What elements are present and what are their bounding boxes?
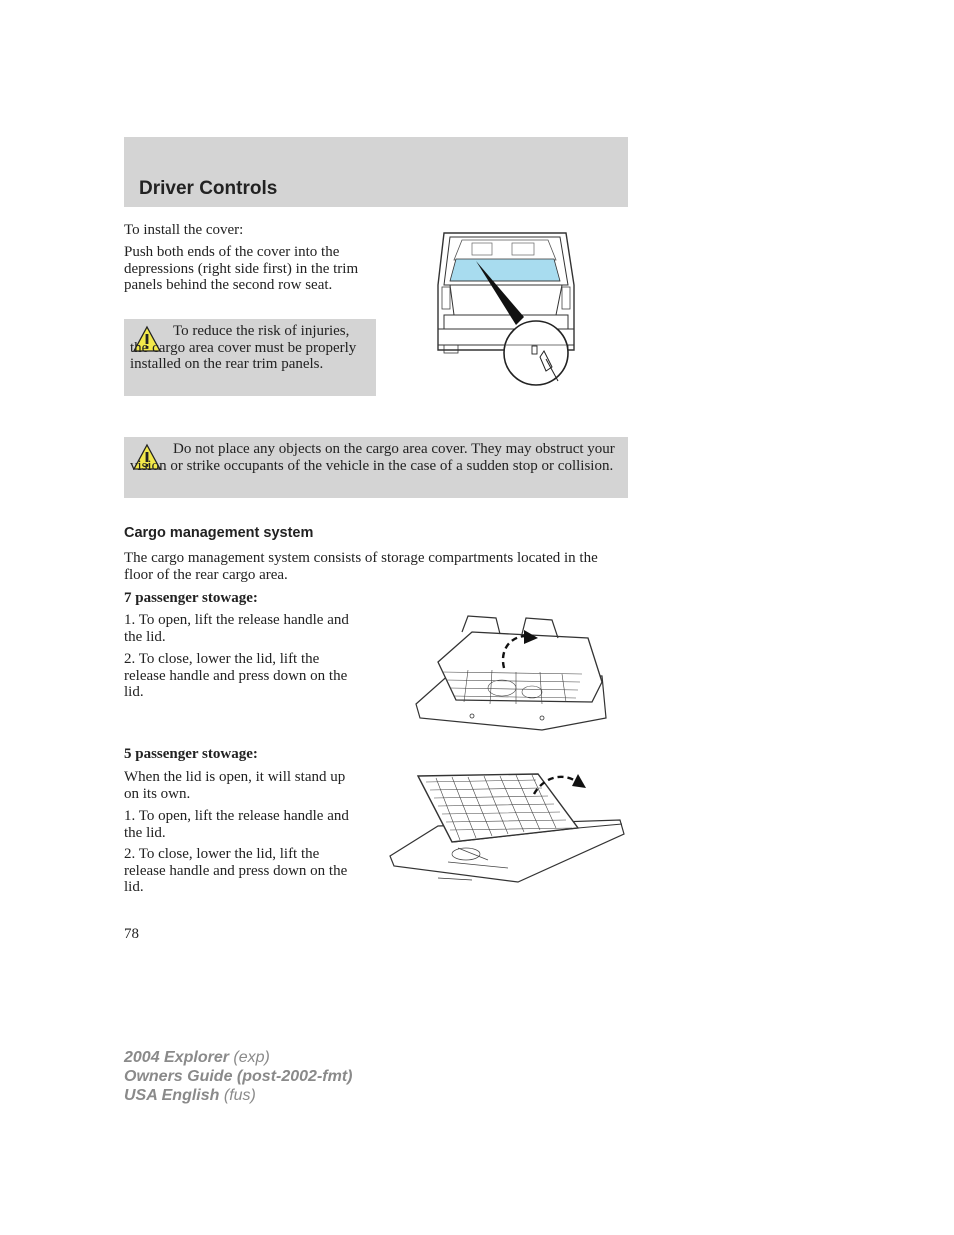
section-heading: Cargo management system [124, 525, 314, 541]
footer-line-3 [124, 1086, 256, 1105]
stowage-5-heading: 5 passenger stowage: [124, 746, 258, 762]
stowage-7-step-1: 1. To open, lift the release handle and the lid. [124, 612, 349, 645]
cargo-cover-illustration [432, 225, 580, 387]
footer-model: 2004 Explorer [124, 1049, 229, 1066]
warning-box-no-objects [124, 437, 628, 498]
warning-text: Do not place any objects on the cargo area cover. They may obstruct your vision or strike occupants of the vehicle in the case of a sudden stop or collision. [130, 441, 615, 474]
page-number: 78 [124, 926, 139, 942]
stowage-5-note: When the lid is open, it will stand up on its own. [124, 769, 346, 802]
stowage-7-heading: 7 passenger stowage: [124, 590, 258, 606]
footer-line-2 [124, 1067, 352, 1086]
cargo-body: The cargo management system consists of storage compartments located in the floor of the rear cargo area. [124, 550, 598, 583]
stowage-7-step-2: 2. To close, lower the lid, lift the release handle and press down on the lid. [124, 651, 348, 700]
page-title: Driver Controls [139, 178, 278, 199]
warning-box-cover-install [124, 319, 376, 396]
warning-text: To reduce the risk of injuries, the cargo area cover must be properly installed on the rear trim panels. [130, 323, 357, 372]
stowage-7-illustration [412, 612, 612, 734]
footer-line-1 [124, 1048, 270, 1067]
footer-model-code: (exp) [228, 1049, 270, 1066]
footer-language: USA English [124, 1087, 220, 1104]
stowage-5-step-1: 1. To open, lift the release handle and the lid. [124, 808, 349, 841]
footer-language-code: (fus) [219, 1087, 256, 1104]
install-body: Push both ends of the cover into the depressions (right side first) in the trim panels behind the second row seat. [124, 244, 359, 293]
footer-guide: Owners Guide (post-2002-fmt) [124, 1068, 353, 1085]
install-intro: To install the cover: [124, 222, 244, 238]
stowage-5-step-2: 2. To close, lower the lid, lift the release handle and press down on the lid. [124, 846, 348, 895]
stowage-5-illustration [388, 770, 628, 886]
